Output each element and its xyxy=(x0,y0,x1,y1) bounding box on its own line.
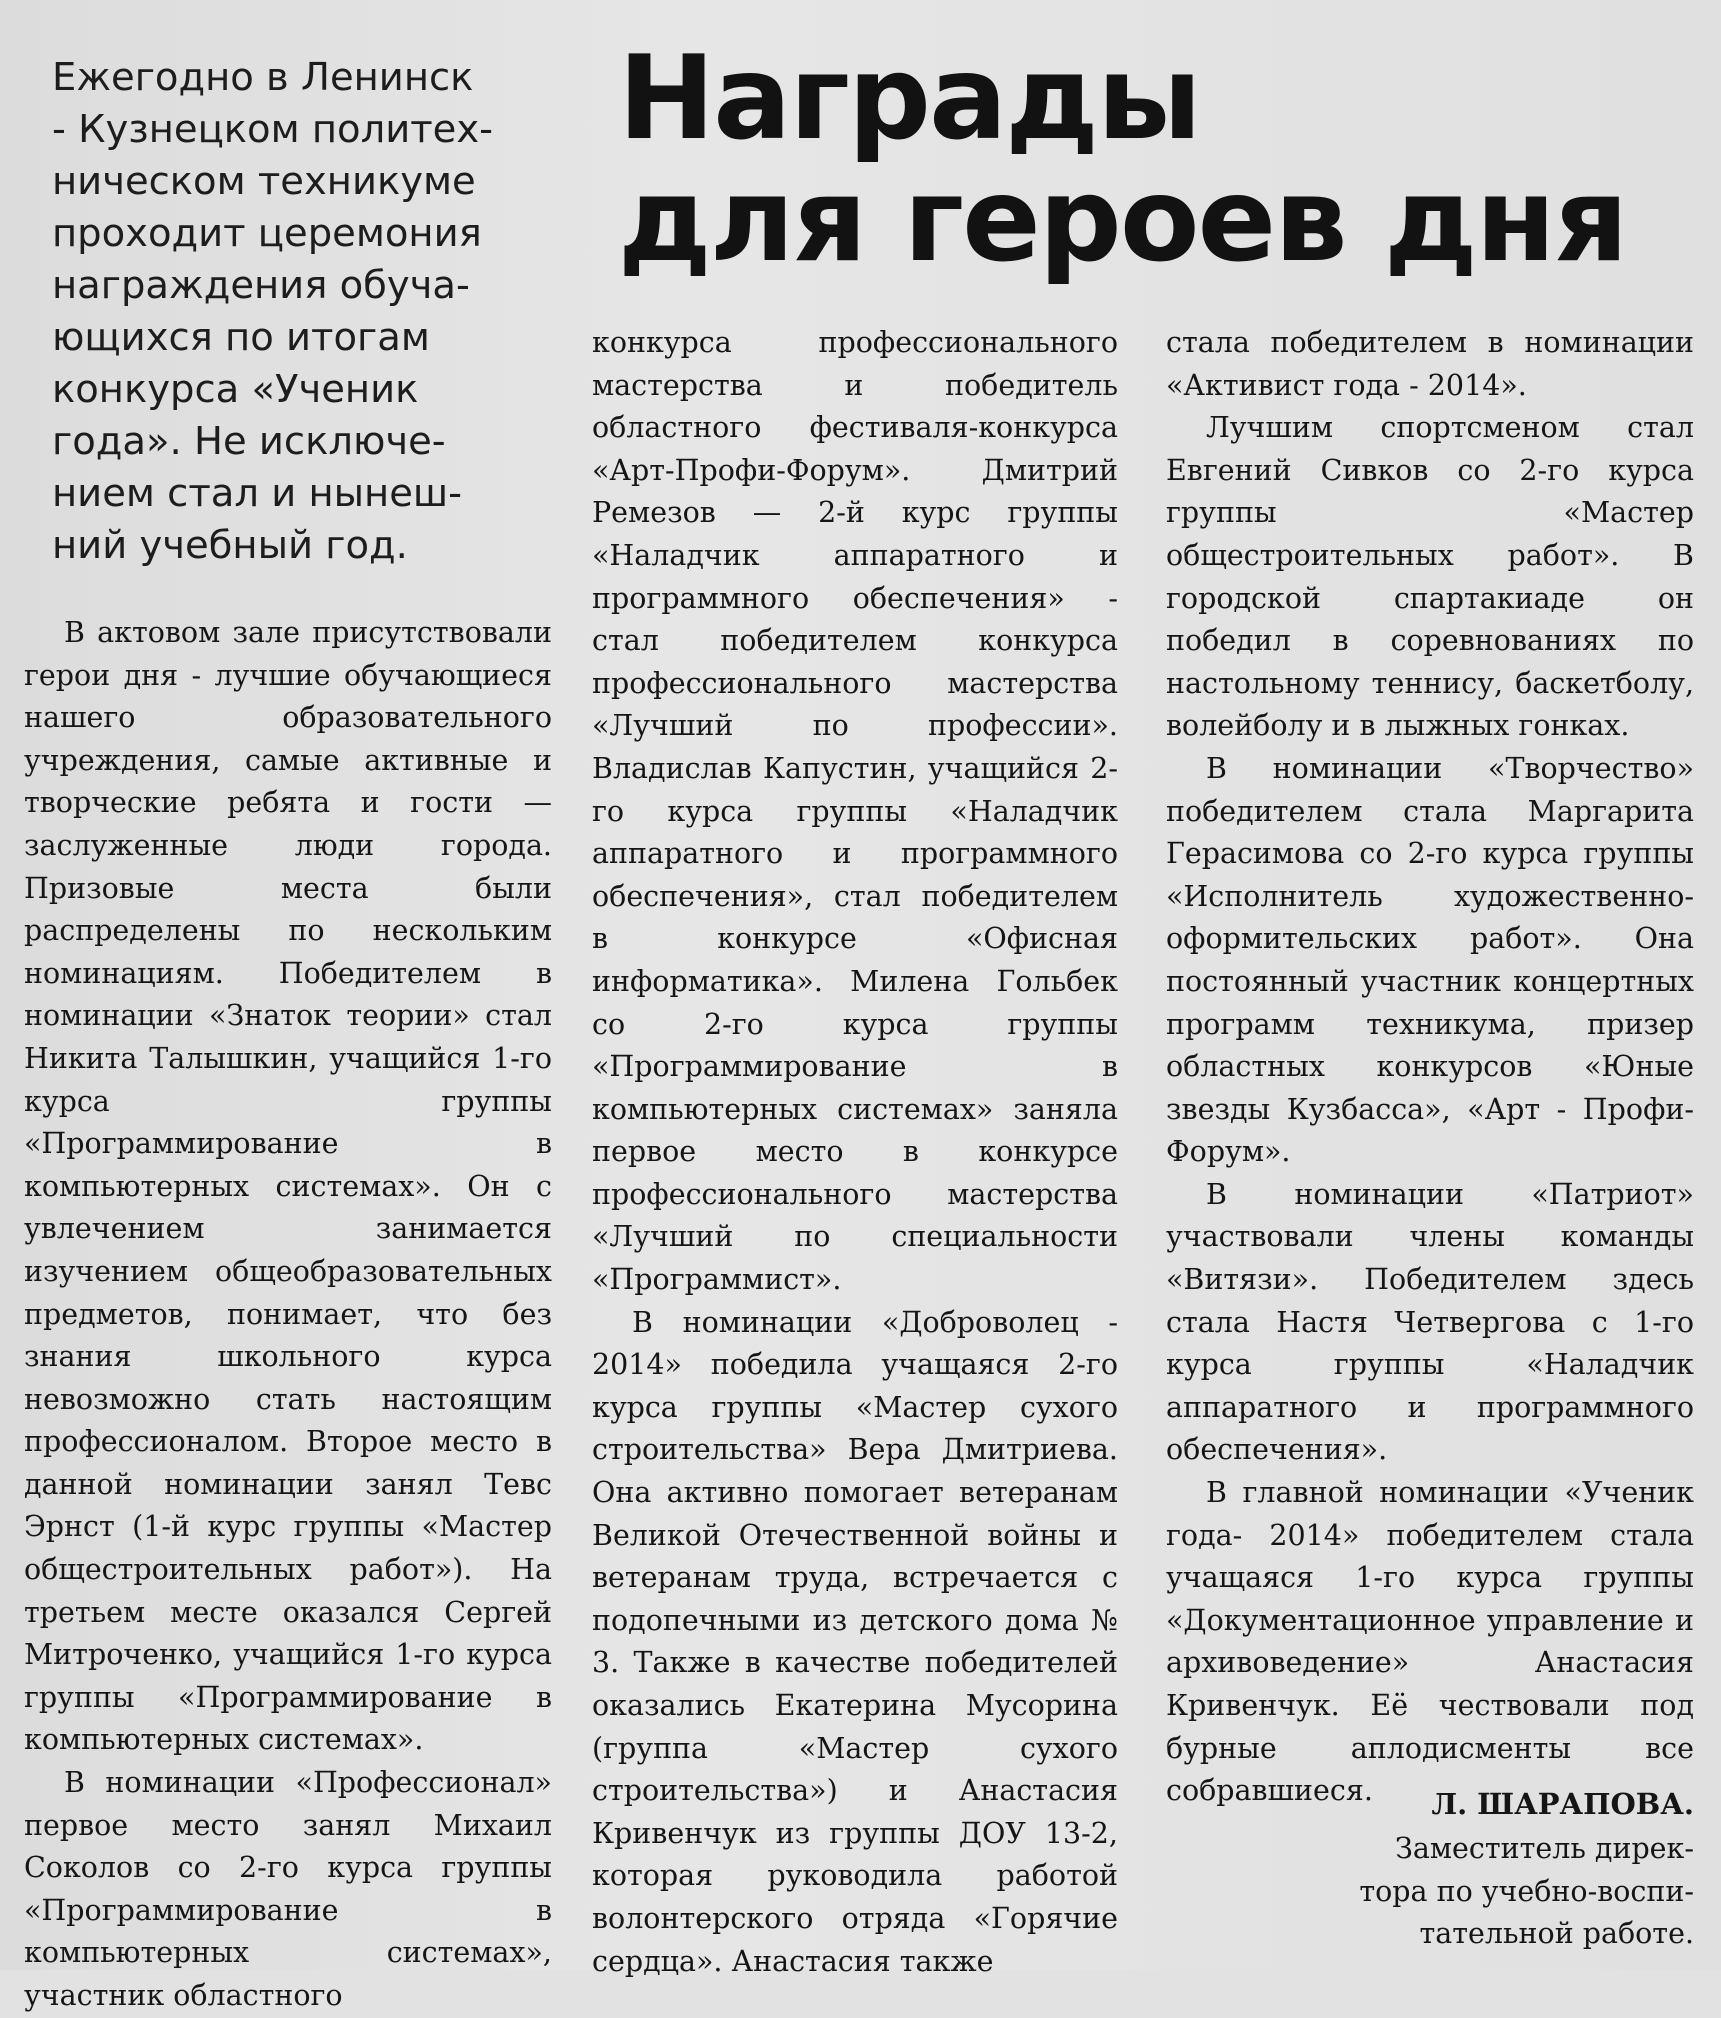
author-position-line: тора по учебно-воспи- xyxy=(1359,1874,1694,1908)
column-paragraph: стала победителем в номинации «Активист года - 2014». xyxy=(1166,326,1694,402)
lead-line: Ежегодно в Ленинск xyxy=(52,55,474,100)
column-paragraph: В номинации «Патриот» участвовали члены команды «Витязи». Победителем здесь стала Настя Четвергова с 1-го курса группы «Наладчик аппаратного и программного обеспечения». xyxy=(1166,1177,1694,1467)
author-position xyxy=(1320,1828,1694,1956)
author-position-line: тательной работе. xyxy=(1419,1917,1694,1951)
author-name: Л. ШАРАПОВА. xyxy=(1431,1787,1694,1821)
article-column-2 xyxy=(592,322,1118,1983)
lead-line: ющихся по итогам xyxy=(52,315,430,360)
column-paragraph: конкурса профессионального мастерства и победитель областного фестиваля-конкурса «Арт-Профи-Форум». Дмитрий Ремезов — 2-й курс группы «Наладчик аппаратного и программного обеспечения» - стал победителем конкурса профессионального мастерства «Лучший по профессии». Владислав Капустин, учащийся 2-го курса группы «Наладчик аппаратного и программного обеспечения», стал победителем в конкурсе «Офисная информатика». Милена Гольбек со 2-го курса группы «Программирование в компьютерных системах» заняла первое место в конкурсе профессионального мастерства «Лучший по специальности «Программист». xyxy=(592,326,1118,1297)
column-paragraph: В номинации «Творчество» победителем стала Маргарита Герасимова со 2-го курса группы «Исполнитель художественно-оформительских работ». Она постоянный участник концертных программ техникума, призер областных конкурсов «Юные звезды Кузбасса», «Арт - Профи- Форум». xyxy=(1166,751,1694,1169)
lead-line: награждения обуча- xyxy=(52,263,470,308)
article-column-1 xyxy=(24,612,552,2018)
article-column-3 xyxy=(1166,322,1694,1813)
article-headline xyxy=(618,31,1698,288)
column-paragraph: В номинации «Доброволец - 2014» победила учащаяся 2-го курса группы «Мастер сухого строительства» Вера Дмитриева. Она активно помогает ветеранам Великой Отечественной войны и ветеранам труда, встречается с подопечными из детского дома № 3. Также в качестве победителей оказались Екатерина Мусорина (группа «Мастер сухого строительства») и Анастасия Кривенчук из группы ДОУ 13-2, которая руководила работой волонтерского отряда «Горячие сердца». Анастасия также xyxy=(592,1305,1118,1978)
headline-line-1: Награды xyxy=(618,31,1200,166)
column-paragraph: Лучшим спортсменом стал Евгений Сивков со 2-го курса группы «Мастер общестроительных работ». В городской спартакиаде он победил в соревнованиях по настольному теннису, баскетболу, волейболу и в лыжных гонках. xyxy=(1166,411,1694,743)
lead-line: ническом техникуме xyxy=(52,159,476,204)
lead-line: проходит церемония xyxy=(52,211,482,256)
lead-line: ний учебный год. xyxy=(52,523,408,568)
lead-line: конкурса «Ученик xyxy=(52,367,419,412)
article-lead xyxy=(52,52,572,572)
column-paragraph: В главной номинации «Ученик года- 2014» победителем стала учащаяся 1-го курса группы «Документационное управление и архивоведение» Анастасия Кривенчук. Её чествовали под бурные аплодисменты все собравшиеся. xyxy=(1166,1476,1694,1808)
lead-line: года». Не исключе- xyxy=(52,419,446,464)
column-paragraph: В актовом зале присутствовали герои дня - лучшие обучающиеся нашего образовательного учреждения, самые активные и творческие ребята и гости — заслуженные люди города. Призовые места были распределены по нескольким номинациям. Победителем в номинации «Знаток теории» стал Никита Талышкин, учащийся 1-го курса группы «Программирование в компьютерных системах». Он с увлечением занимается изучением общеобразовательных предметов, понимает, что без знания школьного курса невозможно стать настоящим профессионалом. Второе место в данной номинации занял Тевс Эрнст (1-й курс группы «Мастер общестроительных работ»). На третьем месте оказался Сергей Митроченко, учащийся 1-го курса группы «Программирование в компьютерных системах». xyxy=(24,616,552,1757)
lead-line: - Кузнецком политех- xyxy=(52,107,494,152)
headline-line-2: для героев дня xyxy=(618,153,1627,288)
column-paragraph: В номинации «Профессионал» первое место занял Михаил Соколов со 2-го курса группы «Программирование в компьютерных системах», участник областного xyxy=(24,1766,552,2012)
lead-line: нием стал и нынеш- xyxy=(52,471,463,516)
author-position-line: Заместитель дирек- xyxy=(1395,1832,1694,1865)
